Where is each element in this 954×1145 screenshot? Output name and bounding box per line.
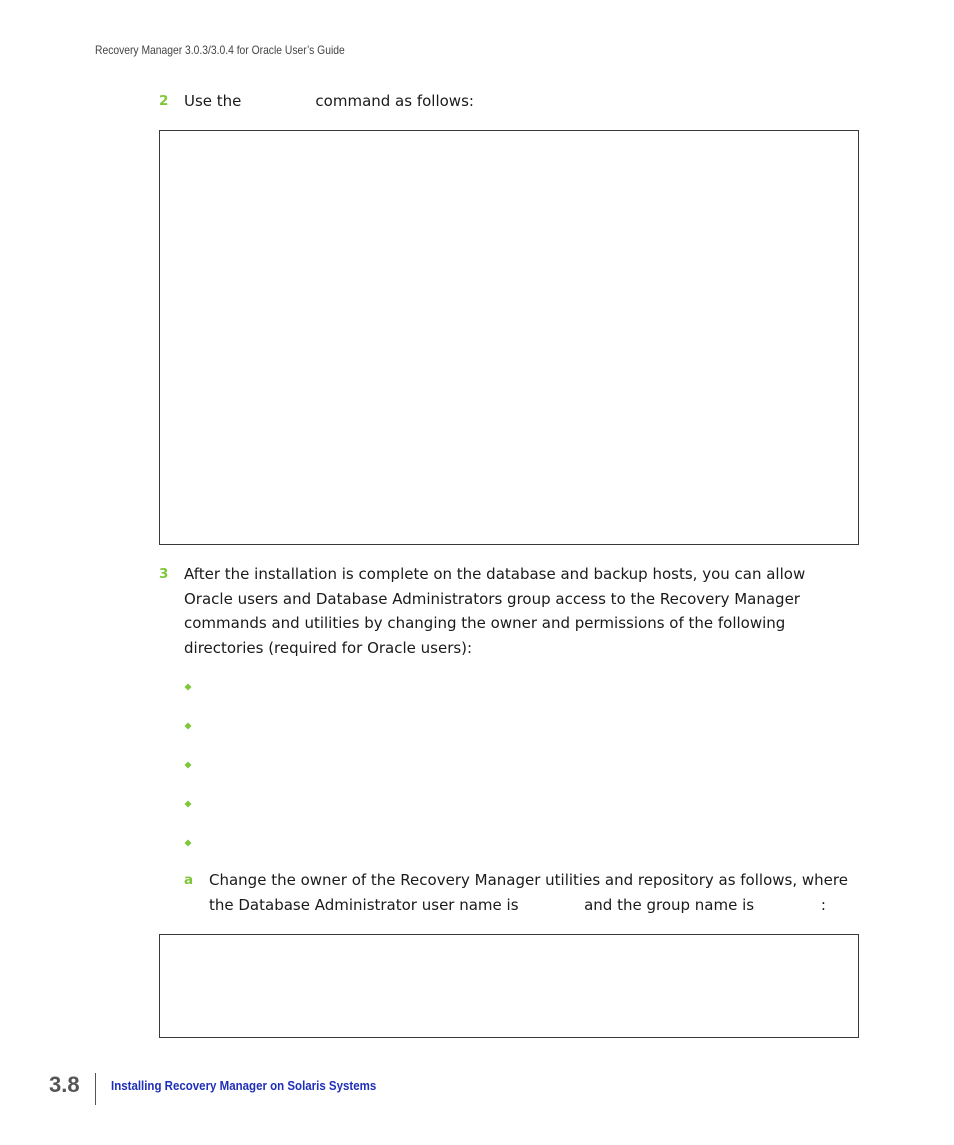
substep-text	[209, 868, 859, 917]
code-block	[159, 934, 859, 1038]
step-text	[184, 89, 474, 114]
step-2	[159, 89, 859, 114]
substep-text-middle: and the group name is	[584, 895, 755, 914]
step-number: 3	[159, 566, 169, 582]
chapter-title: Installing Recovery Manager on Solaris Systems	[111, 1079, 377, 1093]
bullet-diamond-icon	[184, 800, 192, 808]
footer-divider	[95, 1073, 96, 1105]
running-header: Recovery Manager 3.0.3/3.0.4 for Oracle User’s Guide	[95, 43, 345, 57]
step-3	[159, 562, 859, 662]
bullet-diamond-icon	[184, 761, 192, 769]
step-number: 2	[159, 93, 169, 109]
step-text-end: command as follows:	[315, 92, 474, 110]
bullet-diamond-icon	[184, 839, 192, 847]
substep-a	[184, 868, 864, 918]
code-block	[159, 130, 859, 545]
substep-text-start: Change the owner of the Recovery Manager utilities and repository as follows, where the Database Administrator user name is	[209, 871, 848, 914]
bullet-diamond-icon	[184, 722, 192, 730]
page-number: 3.8	[49, 1072, 80, 1097]
step-text-start: Use the	[184, 92, 242, 110]
step-text: After the installation is complete on the database and backup hosts, you can allow Oracle users and Database Administrators group access to the Recovery Manager commands and utilities by changing the owner and permissions of the following directories (required for Oracle users):	[184, 565, 806, 657]
substep-letter: a	[184, 872, 194, 888]
substep-text-end: :	[820, 895, 826, 914]
bullet-diamond-icon	[184, 683, 192, 691]
